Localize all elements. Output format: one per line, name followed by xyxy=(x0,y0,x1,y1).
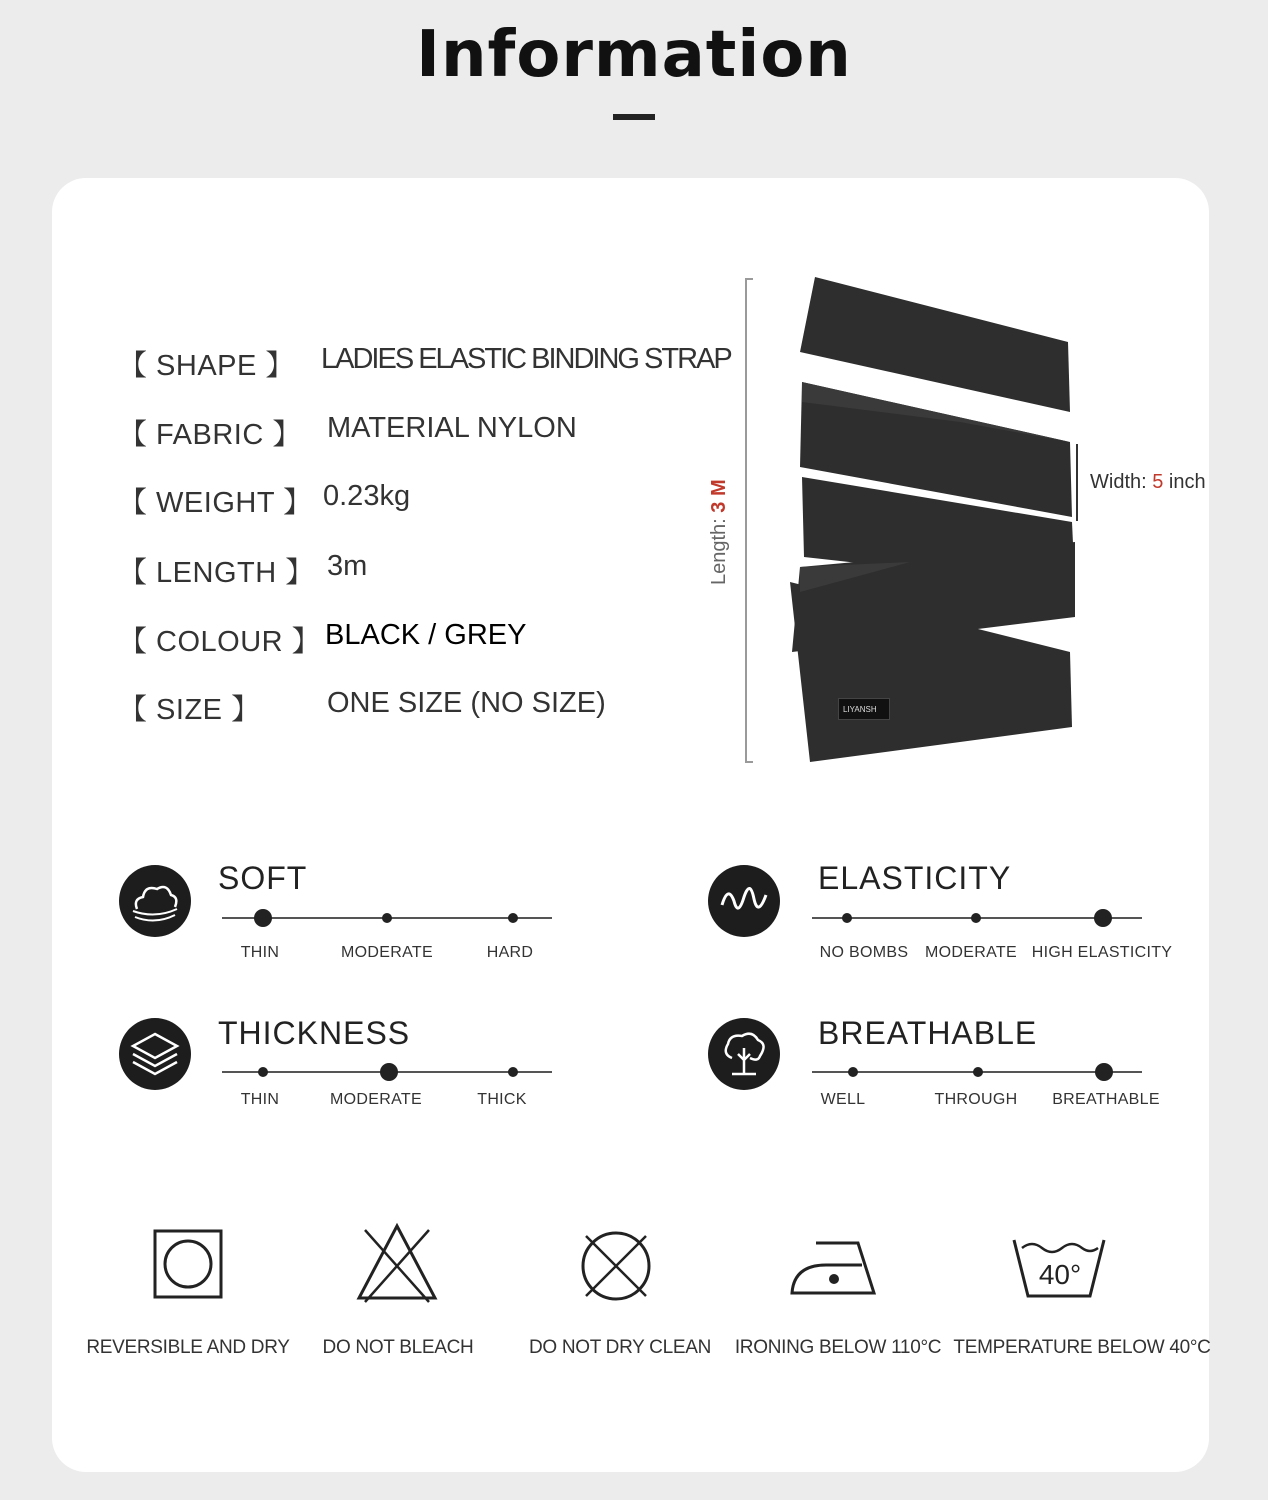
iron-icon xyxy=(788,1235,878,1299)
cloud-icon xyxy=(119,865,191,937)
wave-icon xyxy=(708,865,780,937)
care-label: DO NOT DRY CLEAN xyxy=(528,1337,712,1358)
scale-label: WELL xyxy=(820,1091,866,1108)
wash-temperature-text: 40° xyxy=(1038,1259,1082,1290)
scale-marker xyxy=(382,913,392,923)
layers-icon xyxy=(119,1018,191,1090)
scale-marker-selected xyxy=(380,1063,398,1081)
length-dimension-line xyxy=(745,278,747,763)
brand-label: LIYANSH xyxy=(838,698,890,720)
scale-marker xyxy=(842,913,852,923)
scale-marker xyxy=(508,1067,518,1077)
length-tick-bottom xyxy=(745,761,753,763)
width-dimension-line xyxy=(1076,444,1078,521)
wash-40-icon xyxy=(1010,1234,1108,1300)
no-bleach-icon xyxy=(355,1222,439,1304)
scale-marker-selected xyxy=(1095,1063,1113,1081)
spec-value: ONE SIZE (NO SIZE) xyxy=(327,687,606,719)
scale-label: NO BOMBS xyxy=(819,944,909,961)
spec-key: 【 WEIGHT 】 xyxy=(118,487,313,519)
scale-label: MODERATE xyxy=(341,944,433,961)
scale-marker xyxy=(258,1067,268,1077)
spec-value: 0.23kg xyxy=(323,480,411,512)
care-label: REVERSIBLE AND DRY xyxy=(86,1337,290,1358)
scale-marker xyxy=(971,913,981,923)
spec-key: 【 SHAPE 】 xyxy=(118,350,295,382)
feature-title: ELASTICITY xyxy=(818,860,1012,896)
tree-icon xyxy=(708,1018,780,1090)
feature-title: THICKNESS xyxy=(218,1015,411,1051)
spec-value: 3m xyxy=(327,550,368,582)
scale-marker xyxy=(848,1067,858,1077)
scale-marker xyxy=(508,913,518,923)
care-label: IRONING BELOW 110°C xyxy=(734,1337,942,1358)
spec-value: BLACK / GREY xyxy=(325,619,527,651)
page-title: Information xyxy=(416,18,852,92)
care-label: DO NOT BLEACH xyxy=(322,1337,474,1358)
width-value: 5 xyxy=(1152,471,1164,493)
spec-key: 【 COLOUR 】 xyxy=(118,626,322,658)
spec-value: LADIES ELASTIC BINDING STRAP xyxy=(321,343,731,375)
spec-value: MATERIAL NYLON xyxy=(327,412,577,444)
width-unit: inch xyxy=(1163,471,1206,493)
length-value: 3 M xyxy=(708,479,730,513)
scale-label: THIN xyxy=(240,1091,280,1108)
length-prefix: Length: xyxy=(708,512,730,585)
scale-label: HIGH ELASTICITY xyxy=(1031,944,1173,961)
scale-marker-selected xyxy=(1094,909,1112,927)
width-prefix: Width: xyxy=(1090,471,1153,493)
care-label: TEMPERATURE BELOW 40°C xyxy=(953,1337,1211,1358)
width-label xyxy=(1090,471,1206,494)
spec-key: 【 FABRIC 】 xyxy=(118,419,302,451)
no-dry-clean-icon xyxy=(578,1228,654,1304)
strap-image xyxy=(780,272,1080,767)
length-tick-top xyxy=(745,278,753,280)
scale-label: THROUGH xyxy=(934,1091,1018,1108)
scale-label: MODERATE xyxy=(925,944,1017,961)
scale-marker-selected xyxy=(254,909,272,927)
scale-marker xyxy=(973,1067,983,1077)
scale-label: THIN xyxy=(240,944,280,961)
feature-title: BREATHABLE xyxy=(818,1015,1038,1051)
scale-label: MODERATE xyxy=(330,1091,422,1108)
scale-label: BREATHABLE xyxy=(1052,1091,1160,1108)
spec-key: 【 LENGTH 】 xyxy=(118,557,315,589)
spec-key: 【 SIZE 】 xyxy=(118,694,261,726)
scale-label: THICK xyxy=(477,1091,527,1108)
length-label xyxy=(708,479,731,585)
title-underline xyxy=(613,114,655,120)
scale-label: HARD xyxy=(486,944,534,961)
tumble-dry-icon xyxy=(152,1228,224,1300)
feature-title: SOFT xyxy=(218,860,308,896)
